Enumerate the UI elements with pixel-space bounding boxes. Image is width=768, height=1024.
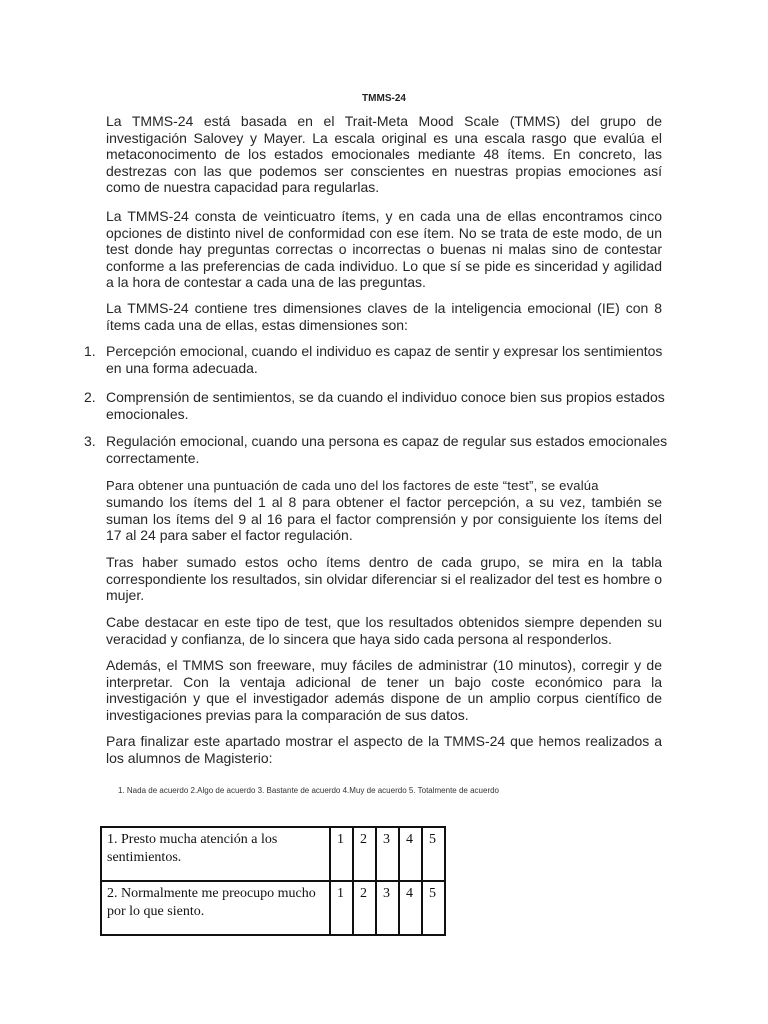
option-cell[interactable]: 2 — [353, 827, 376, 881]
list-number: 2. — [84, 389, 96, 405]
list-text: Comprensión de sentimientos, se da cuando el individuo conoce bien sus propios estados emocionales. — [106, 389, 665, 422]
option-cell[interactable]: 4 — [399, 827, 422, 881]
list-text: Percepción emocional, cuando el individuo es capaz de sentir y expresar los sentimientos en una forma adecuada. — [106, 343, 663, 376]
option-cell[interactable]: 1 — [330, 881, 353, 935]
option-cell[interactable]: 3 — [376, 881, 399, 935]
item-question: 2. Normalmente me preocupo mucho por lo que siento. — [101, 881, 330, 935]
list-text: Regulación emocional, cuando una persona es capaz de regular sus estados emocionales correctamente. — [106, 433, 668, 466]
option-cell[interactable]: 5 — [422, 881, 445, 935]
option-cell[interactable]: 2 — [353, 881, 376, 935]
results-paragraph: Tras haber sumado estos ocho ítems dentro de cada grupo, se mira en la tabla correspondiente los resultados, sin olvidar diferenciar si el realizador del test es hombre o mujer. — [106, 554, 662, 603]
option-cell[interactable]: 3 — [376, 827, 399, 881]
scale-legend: 1. Nada de acuerdo 2.Algo de acuerdo 3. Bastante de acuerdo 4.Muy de acuerdo 5. Totalmente de acuerdo — [118, 786, 500, 795]
scoring-paragraph-lead: Para obtener una puntuación de cada uno del los factores de este “test”, se evalúa — [106, 478, 599, 493]
description-paragraph: La TMMS-24 consta de veinticuatro ítems, y en cada una de ellas encontramos cinco opciones de distinto nivel de conformidad con ese ítem. No se trata de este modo, de un test donde hay preguntas correctas o incorrectas o buenas ni malas sino de contestar conforme a las preferencias de cada individuo. Lo que sí se pide es sinceridad y agilidad a la hora de contestar a cada una de las preguntas. — [106, 208, 662, 290]
list-number: 3. — [84, 433, 96, 449]
freeware-paragraph: Además, el TMMS son freeware, muy fáciles de administrar (10 minutos), corregir y de interpretar. Con la ventaja adicional de tener un bajo coste económico para la investigación y que el investigador además dispone de un amplio corpus científico de investigaciones previas para la comparación de sus datos. — [106, 657, 662, 723]
table-row — [101, 827, 445, 881]
list-number: 1. — [84, 343, 96, 359]
item-question: 1. Presto mucha atención a los sentimientos. — [101, 827, 330, 881]
dimensions-intro-paragraph: La TMMS-24 contiene tres dimensiones claves de la inteligencia emocional (IE) con 8 ítems cada una de ellas, estas dimensiones son: — [106, 300, 662, 333]
option-cell[interactable]: 4 — [399, 881, 422, 935]
questionnaire-table — [100, 826, 446, 936]
table-row — [101, 881, 445, 935]
scoring-paragraph: sumando los ítems del 1 al 8 para obtener el factor percepción, a su vez, también se suman los ítems del 9 al 16 para el factor comprensión y por consiguiente los ítems del 17 al 24 para saber el factor regulación. — [106, 494, 662, 543]
reliability-paragraph: Cabe destacar en este tipo de test, que los resultados obtenidos siempre dependen su veracidad y confianza, de lo sincera que haya sido cada persona al responderlos. — [106, 614, 662, 647]
page-title: TMMS-24 — [362, 93, 406, 104]
intro-paragraph: La TMMS-24 está basada en el Trait-Meta Mood Scale (TMMS) del grupo de investigación Salovey y Mayer. La escala original es una escala rasgo que evalúa el metaconocimento de los estados emocionales mediante 48 ítems. En concreto, las destrezas con las que podemos ser conscientes en nuestras propias emociones así como de nuestra capacidad para regularlas. — [106, 113, 662, 195]
option-cell[interactable]: 1 — [330, 827, 353, 881]
option-cell[interactable]: 5 — [422, 827, 445, 881]
closing-paragraph: Para finalizar este apartado mostrar el aspecto de la TMMS-24 que hemos realizados a los alumnos de Magisterio: — [106, 733, 662, 766]
